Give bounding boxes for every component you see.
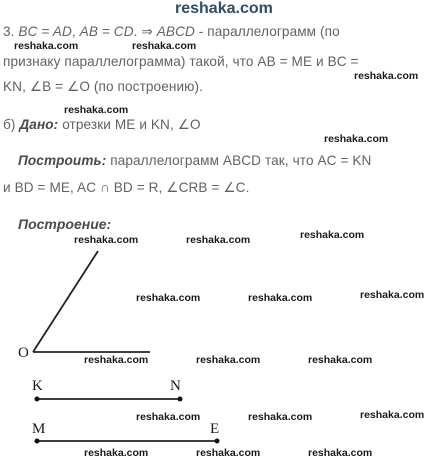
watermark: reshaka.com: [360, 409, 425, 421]
watermark: reshaka.com: [324, 133, 389, 145]
point-m-dot: [35, 439, 40, 444]
part-a-line-2: признаку параллелограмма) такой, что AB = ME и BC =: [3, 54, 359, 69]
watermark: reshaka.com: [248, 292, 313, 304]
watermark: reshaka.com: [132, 40, 197, 52]
equation-ab-cd: AB = CD: [79, 24, 134, 39]
implies-symbol: . ⇒: [133, 24, 157, 39]
statement-text: - параллелограмм (по: [194, 24, 340, 39]
watermark: reshaka.com: [84, 354, 149, 366]
watermark: reshaka.com: [308, 447, 373, 459]
given-label: Дано:: [19, 117, 59, 132]
point-e-dot: [215, 439, 220, 444]
watermark: reshaka.com: [196, 354, 261, 366]
separator: ,: [71, 24, 80, 39]
equation-bc-ad: BC = AD: [18, 24, 72, 39]
watermark: reshaka.com: [186, 234, 251, 246]
construction-heading: Построение:: [18, 216, 112, 232]
part-a-line-3: KN, ∠B = ∠O (по построению).: [3, 79, 203, 94]
figure-abcd: ABCD: [156, 24, 195, 39]
watermark: reshaka.com: [136, 411, 201, 423]
label-n: N: [170, 378, 181, 394]
point-n-dot: [178, 397, 183, 402]
watermark: reshaka.com: [64, 104, 129, 116]
watermark: reshaka.com: [308, 354, 373, 366]
construct-text: параллелограмм ABCD так, что AC = KN: [106, 153, 372, 168]
watermark: reshaka.com: [360, 289, 425, 301]
conditions-line: и BD = ME, AC ∩ BD = R, ∠CRB = ∠C.: [3, 180, 250, 195]
part-b-label: б): [3, 117, 20, 132]
given-text: отрезки ME и KN, ∠O: [58, 117, 201, 132]
label-k: K: [32, 378, 43, 394]
construct-label: Построить:: [18, 153, 107, 168]
item-number: 3.: [3, 24, 19, 39]
label-e: E: [210, 421, 220, 437]
watermark: reshaka.com: [136, 292, 201, 304]
watermark: reshaka.com: [248, 411, 313, 423]
watermark: reshaka.com: [74, 234, 139, 246]
watermark: reshaka.com: [84, 447, 149, 459]
label-m: M: [32, 421, 46, 437]
watermark: reshaka.com: [196, 447, 261, 459]
watermark: reshaka.com: [14, 40, 79, 52]
angle-ray-slanted: [33, 251, 98, 352]
site-title[interactable]: reshaka.com: [175, 0, 273, 17]
point-k-dot: [35, 397, 40, 402]
watermark: reshaka.com: [300, 229, 365, 241]
label-o: O: [18, 345, 29, 361]
watermark: reshaka.com: [354, 70, 419, 82]
